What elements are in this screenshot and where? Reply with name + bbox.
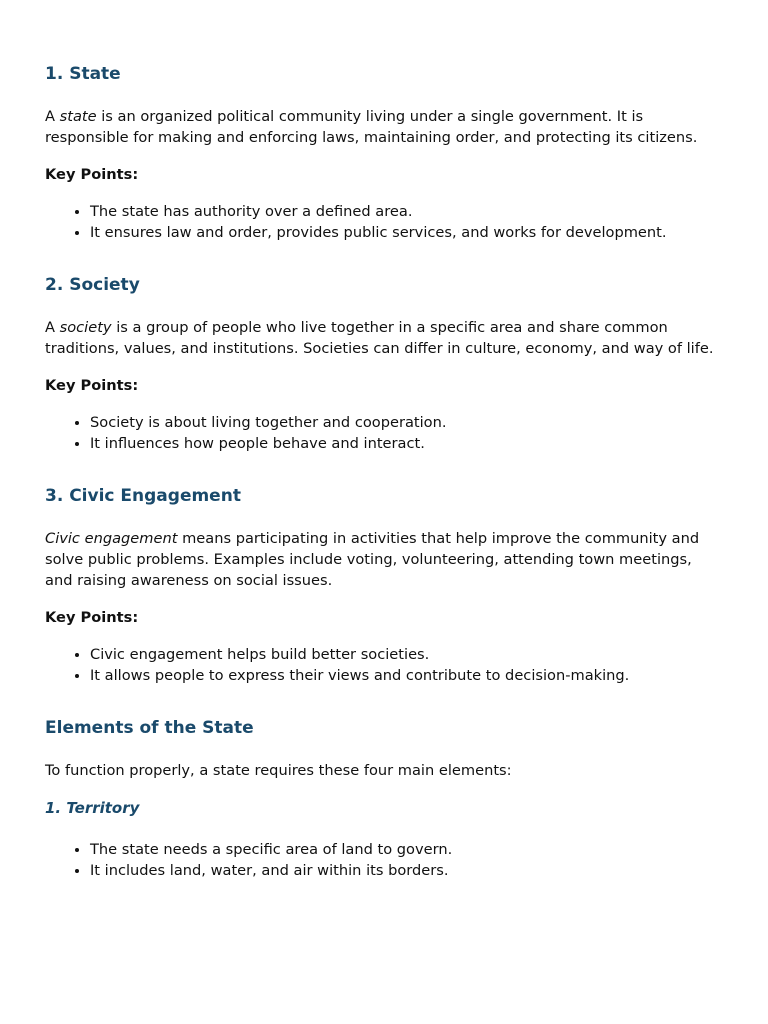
definition-paragraph xyxy=(45,106,723,148)
key-points-list xyxy=(45,644,723,686)
section-state xyxy=(45,62,723,243)
definition-text: is an organized political community living under a single government. It is responsible for making and enforcing laws, maintaining order, and protecting its citizens. xyxy=(45,108,698,146)
list-item: • Civic engagement helps build better societies. xyxy=(90,644,723,665)
territory-points-list xyxy=(45,839,723,881)
definition-prefix: A xyxy=(45,108,60,125)
definition-text: means participating in activities that help improve the community and solve public problems. Examples include voting, volunteering, attending town meetings, and raising awareness on social issues. xyxy=(45,530,700,589)
key-points-label: Key Points: xyxy=(45,377,139,394)
list-item: • It allows people to express their views and contribute to decision-making. xyxy=(90,665,723,686)
section-heading: 2. Society xyxy=(45,275,140,295)
key-points-list xyxy=(45,201,723,243)
definition-prefix: A xyxy=(45,319,60,336)
definition-paragraph xyxy=(45,528,723,591)
key-points-list xyxy=(45,412,723,454)
section-heading: Elements of the State xyxy=(45,718,254,738)
section-elements-of-state xyxy=(45,716,723,881)
definition-paragraph xyxy=(45,317,723,359)
list-item: • The state has authority over a defined area. xyxy=(90,201,723,222)
section-heading: 3. Civic Engagement xyxy=(45,486,241,506)
definition-term: society xyxy=(59,319,112,336)
definition-term: state xyxy=(59,108,97,125)
key-points-label: Key Points: xyxy=(45,166,139,183)
intro-paragraph: To function properly, a state requires these four main elements: xyxy=(45,762,512,779)
definition-term: Civic engagement xyxy=(45,530,178,547)
section-society xyxy=(45,273,723,454)
section-heading: 1. State xyxy=(45,64,121,84)
section-civic-engagement xyxy=(45,484,723,686)
subsection-heading: 1. Territory xyxy=(45,799,140,817)
list-item: • It influences how people behave and interact. xyxy=(90,433,723,454)
key-points-label: Key Points: xyxy=(45,609,139,626)
list-item: • It ensures law and order, provides public services, and works for development. xyxy=(90,222,723,243)
definition-text: is a group of people who live together in a specific area and share common traditions, values, and institutions. Societies can differ in culture, economy, and way of life. xyxy=(45,319,714,357)
list-item: • It includes land, water, and air within its borders. xyxy=(90,860,723,881)
list-item: • The state needs a specific area of land to govern. xyxy=(90,839,723,860)
list-item: • Society is about living together and cooperation. xyxy=(90,412,723,433)
